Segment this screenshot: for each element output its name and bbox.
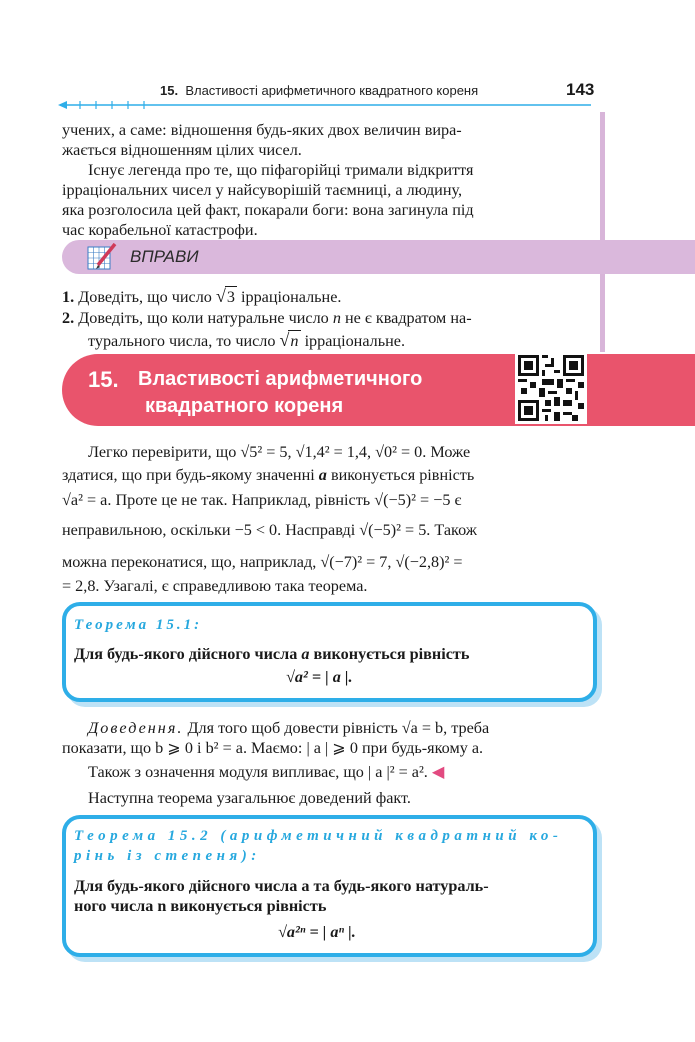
section-number: 15.	[88, 367, 119, 392]
theorem-formula: √a²ⁿ = | aⁿ |.	[278, 923, 356, 941]
exercise-text: ірраціональне.	[304, 332, 406, 350]
text: треба	[451, 719, 490, 737]
qr-code[interactable]	[515, 352, 587, 424]
variable: a	[301, 645, 310, 663]
section-title-line1: Властивості арифметичного	[138, 368, 423, 390]
header-title: Властивості арифметичного квадратного кореня	[185, 83, 479, 98]
proof-label: Доведення.	[88, 719, 184, 737]
variable: a	[318, 466, 327, 484]
text: здатися, що при будь-якому значенні	[62, 466, 315, 484]
exercise-number: 1.	[62, 288, 75, 306]
header-ruler-arrow	[58, 100, 593, 110]
text: Може	[430, 443, 471, 461]
proof-line: показати, що b ⩾ 0 і b² = a. Маємо: | a | ⩾ 0 при будь-якому a.	[62, 739, 484, 757]
body-line	[88, 442, 470, 462]
formula: √(−7)² = 7, √(−2,8)² =	[320, 553, 463, 571]
exercise-text: ірраціональне.	[240, 288, 342, 306]
body-line	[62, 552, 463, 572]
text-line: час корабельної катастрофи.	[62, 221, 258, 239]
text-line: учених, а саме: відношення будь-яких двох величин вира-	[62, 121, 462, 139]
variable: n	[332, 309, 341, 327]
text: Також	[434, 521, 477, 539]
decorative-vertical-bar	[600, 112, 605, 352]
text: Для будь-якого дійсного числа	[74, 645, 298, 663]
page-number: 143	[566, 80, 595, 99]
text: Для того щоб довести рівність	[187, 719, 398, 737]
exercise-item: 1. Доведіть, що число √3 ірраціональне.	[62, 286, 342, 306]
exercise-text: Доведіть, що число	[78, 288, 212, 306]
text: є	[454, 491, 462, 509]
header-section-number: 15.	[160, 83, 179, 98]
theorem-heading: Теорема 15.2 (арифметичний квадратний ко-	[74, 828, 563, 844]
body-line	[62, 520, 477, 540]
formula: √(−5)² = 5.	[359, 521, 431, 539]
text-line: яка розголосила цей факт, покарали боги: вона загинула під	[62, 201, 474, 219]
exercises-heading: ВПРАВИ	[130, 247, 199, 266]
text-line: жається відношенням цілих чисел.	[62, 141, 302, 159]
proof-line: Наступна теорема узагальнює доведений факт.	[88, 789, 411, 807]
theorem-statement	[74, 644, 469, 664]
text: можна переконатися, що, наприклад,	[62, 553, 317, 571]
pencil-grid-icon	[86, 241, 118, 273]
body-line	[62, 490, 461, 510]
formula: √(−5)² = −5	[374, 491, 451, 509]
radicand: 3	[226, 288, 235, 306]
exercise-text: не є квадратом на-	[344, 309, 472, 327]
text: неправильною, оскільки −5 < 0. Насправді	[62, 521, 356, 539]
body-line	[62, 465, 474, 485]
exercise-text: турального числа, то число	[88, 332, 276, 350]
exercise-number: 2.	[62, 309, 75, 327]
exercise-item-cont: турального числа, то число √n ірраціональне.	[88, 330, 406, 350]
theorem-heading: рінь із степеня):	[74, 848, 261, 864]
text: виконується рівність	[313, 645, 470, 663]
theorem-statement: ного числа n виконується рівність	[74, 897, 327, 915]
text: Легко перевірити, що	[88, 443, 237, 461]
formula: √a = b,	[401, 719, 448, 737]
theorem-heading: Теорема 15.1:	[74, 617, 203, 633]
body-line: = 2,8. Узагалі, є справедливою така теорема.	[62, 577, 368, 595]
running-header	[160, 83, 478, 98]
theorem-formula: √a² = | a |.	[286, 668, 353, 686]
theorem-statement: Для будь-якого дійсного числа a та будь-якого натураль-	[74, 877, 489, 895]
formula: √a² = a.	[62, 491, 112, 509]
proof-end-marker: ◀	[431, 763, 445, 781]
formula: √5² = 5, √1,4² = 1,4, √0² = 0.	[240, 443, 427, 461]
text-line: ірраціональних чисел у найсуворішій таємниці, а людину,	[62, 181, 463, 199]
exercise-text: Доведіть, що коли натуральне число	[78, 309, 329, 327]
exercise-item	[62, 308, 472, 328]
text-line: Існує легенда про те, що піфагорійці тримали відкриття	[88, 161, 474, 179]
proof-line	[88, 762, 444, 782]
text: виконується рівність	[330, 466, 475, 484]
text: Також з означення модуля випливає, що | a |² = a².	[88, 763, 428, 781]
radicand: n	[290, 332, 299, 350]
section-title-line2: квадратного кореня	[145, 395, 344, 417]
proof-line	[88, 718, 489, 738]
text: Проте це не так. Наприклад, рівність	[115, 491, 371, 509]
